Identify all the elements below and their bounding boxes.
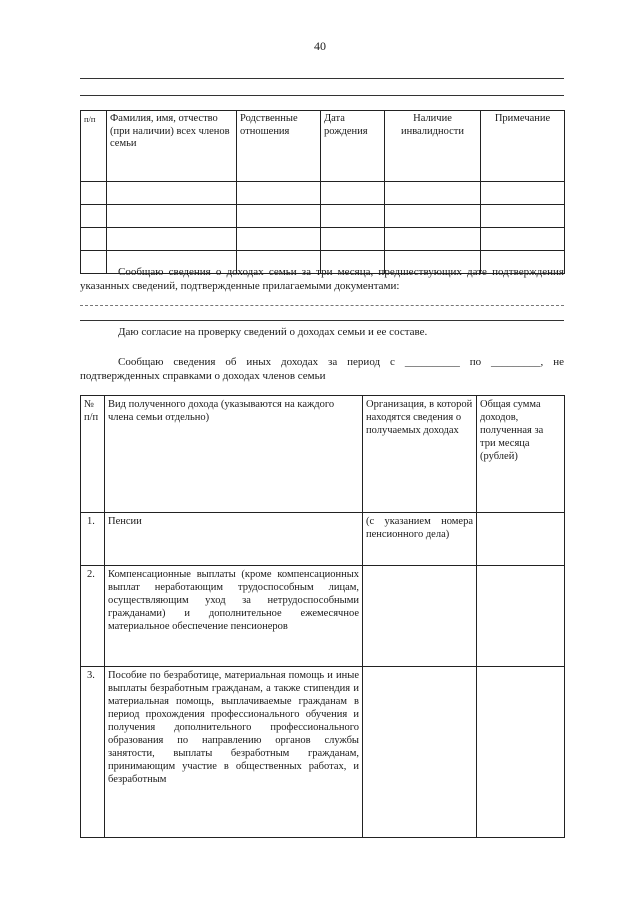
income-info-paragraph: [80, 265, 564, 293]
income-header-type: Вид полученного дохода (указываются на каждого члена семьи отдельно): [105, 396, 363, 513]
table-cell: [321, 182, 385, 205]
row-number: 3.: [81, 667, 105, 838]
table-cell: [81, 205, 107, 228]
family-header-name: Фамилия, имя, отчество (при наличии) всех членов семьи: [107, 111, 237, 182]
table-cell: [481, 228, 565, 251]
income-sum: [477, 566, 565, 667]
family-header-relation: Родственные отношения: [237, 111, 321, 182]
other-income-text: Сообщаю сведения об иных доходах за период с __________ по _________, не подтвержденных справками о доходах членов семьи: [80, 356, 564, 382]
family-header-birthdate: Дата рождения: [321, 111, 385, 182]
income-sum: [477, 667, 565, 838]
income-sum: [477, 513, 565, 566]
table-cell: [81, 228, 107, 251]
table-cell: [481, 182, 565, 205]
table-cell: [237, 182, 321, 205]
row-number: 1.: [81, 513, 105, 566]
table-cell: [321, 205, 385, 228]
income-table: [80, 395, 565, 838]
table-cell: [321, 228, 385, 251]
table-row: [81, 667, 565, 838]
table-cell: [481, 205, 565, 228]
table-row: [81, 182, 565, 205]
income-org: [363, 566, 477, 667]
consent-paragraph: [80, 325, 564, 339]
income-info-text: Сообщаю сведения о доходах семьи за три месяца, предшествующих дате подтверждения указанных сведений, подтвержденные прилагаемыми документами:: [80, 266, 564, 292]
table-cell: [107, 228, 237, 251]
income-type: Пособие по безработице, материальная помощь и иные выплаты безработным гражданам, а также стипендия и материальная помощь, выплачиваемые гражданам в период прохождения профессионального обучения и получения дополнительного профессионального образования по направлению органов службы занятости, выплаты безработным гражданам, принимающим участие в общественных работах, и безработным: [105, 667, 363, 838]
family-header-disability: Наличие инвалидности: [385, 111, 481, 182]
table-row: [81, 205, 565, 228]
income-type: Пенсии: [105, 513, 363, 566]
blank-line-4: [80, 320, 564, 321]
blank-line-3: [80, 305, 564, 306]
family-header-note: Примечание: [481, 111, 565, 182]
other-income-paragraph: [80, 355, 564, 383]
family-table-header: [81, 111, 565, 182]
table-cell: [237, 205, 321, 228]
table-row: [81, 228, 565, 251]
blank-line-2: [80, 95, 564, 96]
family-members-table: [80, 110, 565, 274]
table-cell: [107, 182, 237, 205]
blank-line-1: [80, 78, 564, 79]
income-table-header: [81, 396, 565, 513]
income-org: (с указанием номера пенсионного дела): [363, 513, 477, 566]
row-number: 2.: [81, 566, 105, 667]
income-header-num: № п/п: [81, 396, 105, 513]
table-cell: [385, 205, 481, 228]
table-cell: [107, 205, 237, 228]
family-header-num: п/п: [81, 111, 107, 182]
table-row: [81, 566, 565, 667]
income-header-org: Организация, в которой находятся сведения о получаемых доходах: [363, 396, 477, 513]
income-header-sum: Общая сумма доходов, полученная за три месяца (рублей): [477, 396, 565, 513]
table-cell: [385, 182, 481, 205]
income-type: Компенсационные выплаты (кроме компенсационных выплат неработающим трудоспособным лицам, осуществляющим уход за нетрудоспособными гражданами) и дополнительное ежемесячное материальное обеспечение пенсионеров: [105, 566, 363, 667]
table-cell: [385, 228, 481, 251]
table-row: [81, 513, 565, 566]
consent-text: Даю согласие на проверку сведений о доходах семьи и ее составе.: [118, 326, 428, 338]
income-org: [363, 667, 477, 838]
table-cell: [237, 228, 321, 251]
page-number: 40: [314, 39, 326, 53]
table-cell: [81, 182, 107, 205]
